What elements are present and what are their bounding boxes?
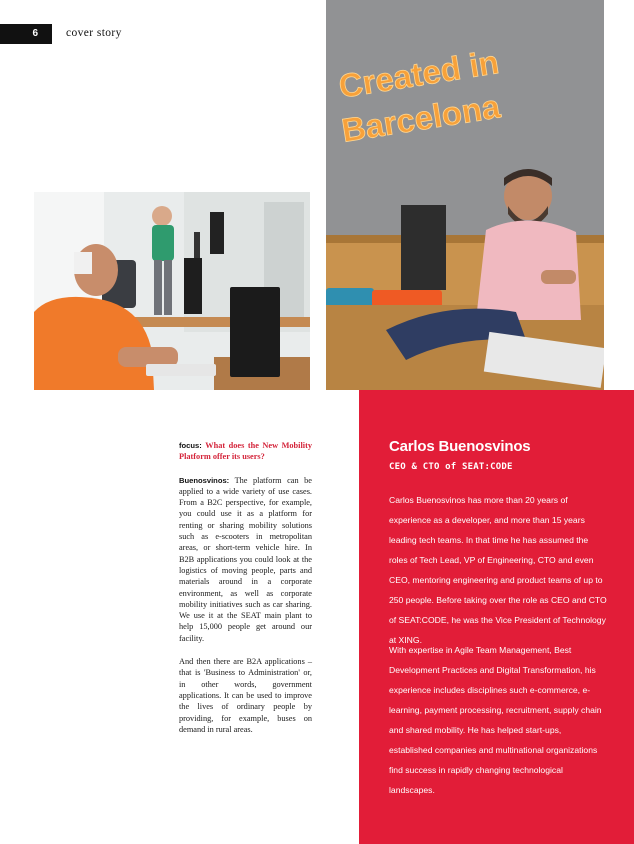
answer-label: Buenosvinos: bbox=[179, 475, 230, 485]
profile-box bbox=[359, 390, 634, 844]
page-number: 6 bbox=[0, 24, 52, 44]
profile-bio-paragraph-1: Carlos Buenosvinos has more than 20 years of experience as a developer, and more than 15 years leading tech teams. In that time he has assumed the roles of Tech Lead, VP of Engineering, CTO and even CEO, mentoring engineering and product teams of up to 250 people. Before taking over the role as CEO and CTO of SEAT:CODE, he was the Vice President of Technology at XING. bbox=[389, 495, 607, 645]
profile-role: CEO & CTO of SEAT:CODE bbox=[389, 462, 513, 472]
interview-text bbox=[179, 440, 312, 735]
answer-paragraph-1 bbox=[179, 475, 312, 644]
focus-question: What does the New Mobility Platform offer its users? bbox=[179, 441, 312, 462]
answer-text-1: The platform can be applied to a wide variety of use cases. From a B2C perspective, for example, you could use it as a platform for renting or sharing mobility solutions such as e-scooters in metropolitan areas, or short-term vehicle hire. In B2B applications you could look at the logistics of moving people, parts and materials around in a corporate environment, as well as corporate mobility initiatives such as car sharing. We use it at the SEAT main plant to help 15,000 people get around our facility. bbox=[179, 475, 312, 643]
focus-label: focus: bbox=[179, 441, 202, 450]
profile-name: Carlos Buenosvinos bbox=[389, 438, 531, 455]
neon-sign-line1: Created in bbox=[336, 43, 502, 105]
section-title: cover story bbox=[66, 27, 122, 39]
answer-paragraph-2: And then there are B2A applications – that is 'Business to Administration' or, in other words, government applications. It can be used to improve the lives of ordinary people by providing, for example, buses on demand in rural areas. bbox=[179, 657, 312, 734]
neon-sign-line2: Barcelona bbox=[339, 87, 503, 149]
profile-bio-paragraph-2: With expertise in Agile Team Management, Best Development Practices and Digital Transformation, his experience includes disciplines such e-commerce, e-learning, payment processing, recruitment, supply chain and shared mobility. He has helped start-ups, established companies and multinational organizations find success in rapidly changing technological landscapes. bbox=[389, 645, 602, 795]
office-photo bbox=[34, 192, 310, 390]
focus-question-paragraph bbox=[179, 440, 312, 463]
portrait-photo bbox=[326, 0, 604, 390]
